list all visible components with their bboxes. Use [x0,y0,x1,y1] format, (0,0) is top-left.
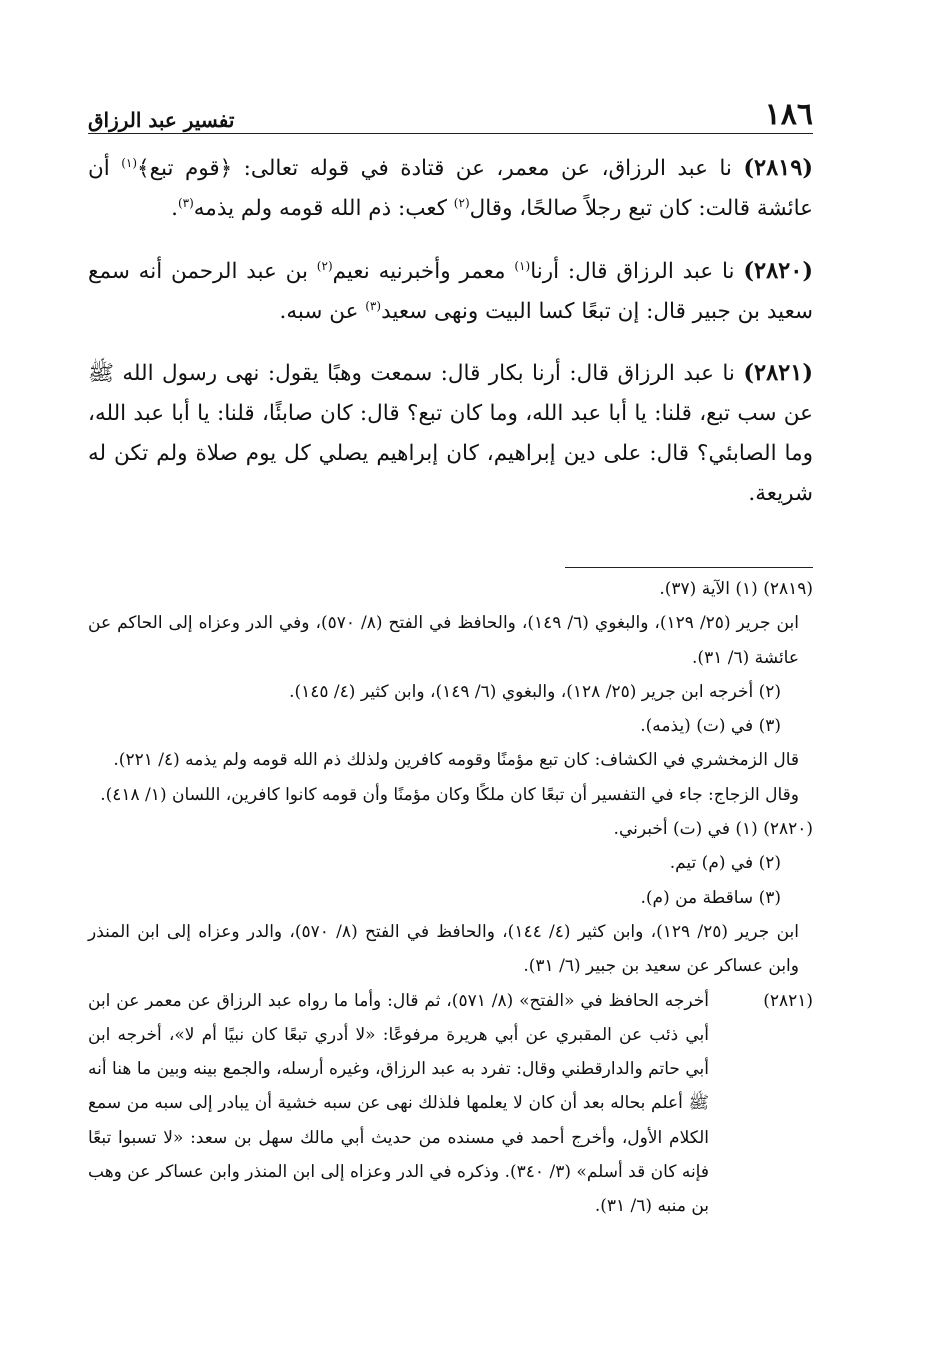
book-title: تفسير عبد الرزاق [88,108,235,132]
main-text [88,148,813,520]
page-number: ١٨٦ [764,97,813,132]
footnote: (٣) ساقطة من (م). [640,887,781,908]
footnote: وقال الزجاج: جاء في التفسير أن تبعًا كان ملكًا وكان مؤمنًا وأن قومه كانوا كافرين، اللسان (١/ ٤١٨). [100,784,799,805]
entry-text: نا عبد الرزاق قال: أرنا [530,258,744,284]
entry-number: (٢٨٢١) [743,360,813,386]
footnote-text: أخرجه الحافظ في «الفتح» (٨/ ٥٧١)، ثم قال: وأما ما رواه عبد الرزاق عن معمر عن ابن أبي ذئب عن المقبري عن أبي هريرة مرفوعًا: «لا أدري تبعًا كان نبيًا أم لا»، أخرجه ابن أبي حاتم والدارقطني وقال: تفرد به عبد الرزاق، وغيره أرسله، والجمع بينه وبين ما هنا أنه ﷺ أعلم بحاله بعد أن كان لا يعلمها فلذلك نهى عن سبه خشية أن يبادر إلى سبه من سمع الكلام الأول، وأخرج أحمد في مسنده من حديث أبي مالك سهل بن سعد: «لا تسبوا تبعًا فإنه كان قد أسلم» (٣/ ٣٤٠). وذكره في الدر وعزاه إلى ابن المنذر وابن عساكر عن وهب بن منبه (٦/ ٣١). [88,990,709,1217]
entry-text: نا عبد الرزاق قال: أرنا بكار قال: سمعت وهبًا يقول: نهى رسول الله ﷺ عن سب تبع، قلنا: يا أبا عبد الله، وما كان تبع؟ قال: كان صابئًا، قلنا: يا أبا عبد الله، وما الصابئي؟ قال: على دين إبراهيم، كان إبراهيم يصلي كل يوم صلاة ولم تكن له شريعة. [88,361,813,506]
footnote-2821 [88,984,813,1224]
footnote-ref: (٢) [453,195,470,210]
footnote: (٢) أخرجه ابن جرير (٢٥/ ١٢٨)، والبغوي (٦/ ١٤٩)، وابن كثير (٤/ ١٤٥). [289,681,781,702]
footnote: ابن جرير (٢٥/ ١٢٩)، وابن كثير (٤/ ١٤٤)، والحافظ في الفتح (٨/ ٥٧٠)، والدر وعزاه إلى ابن المنذر وابن عساكر عن سعيد بن جبير (٦/ ٣١). [88,921,799,977]
entry-text: عن سبه. [279,298,366,324]
footnote-ref: (٢) [316,258,333,273]
entry-text: أن عائشة قالت: كان تبع رجلاً صالحًا، وقال [88,156,813,221]
footnotes [88,572,813,1224]
entry-number: (٢٨١٩) [743,155,813,181]
footnote: (٢) في (م) تيم. [669,853,781,874]
footnote-ref: (١) [121,155,138,170]
entry-2819 [88,148,813,229]
footnote: (٣) في (ت) (يذمه). [640,716,781,737]
footnote: (٢٨٢٠) (١) في (ت) أخبرني. [613,819,813,840]
footnote-rule [565,567,813,568]
footnote-ref: (١) [514,258,531,273]
footnote: (٢٨١٩) (١) الآية (٣٧). [659,579,813,599]
footnote-label: (٢٨٢١) [763,990,813,1011]
running-header [88,92,813,132]
entry-2821 [88,353,813,514]
footnote: ابن جرير (٢٥/ ١٢٩)، والبغوي (٦/ ١٤٩)، والحافظ في الفتح (٨/ ٥٧٠)، وفي الدر وعزاه إلى الحاكم عن عائشة (٦/ ٣١). [88,613,799,668]
entry-text: بن عبد الرحمن أنه سمع سعيد بن جبير قال: إن تبعًا كسا البيت ونهى سعيد [88,258,813,324]
footnote: قال الزمخشري في الكشاف: كان تبع مؤمنًا وقومه كافرين ولذلك ذم الله قومه ولم يذمه (٤/ ٢٢١). [113,750,799,771]
header-rule [88,133,813,134]
entry-2820 [88,251,813,332]
entry-text: . [171,196,178,221]
entry-text: كعب: ذم الله قومه ولم يذمه [193,196,454,221]
entry-number: (٢٨٢٠) [743,257,813,284]
entry-text: نا عبد الرزاق، عن معمر، عن قتادة في قوله تعالى: ﴿قوم تبع﴾ [137,156,744,181]
footnote-ref: (٣) [365,298,382,313]
entry-text: معمر وأخبرنيه نعيم [332,258,515,284]
footnote-ref: (٣) [177,195,194,210]
